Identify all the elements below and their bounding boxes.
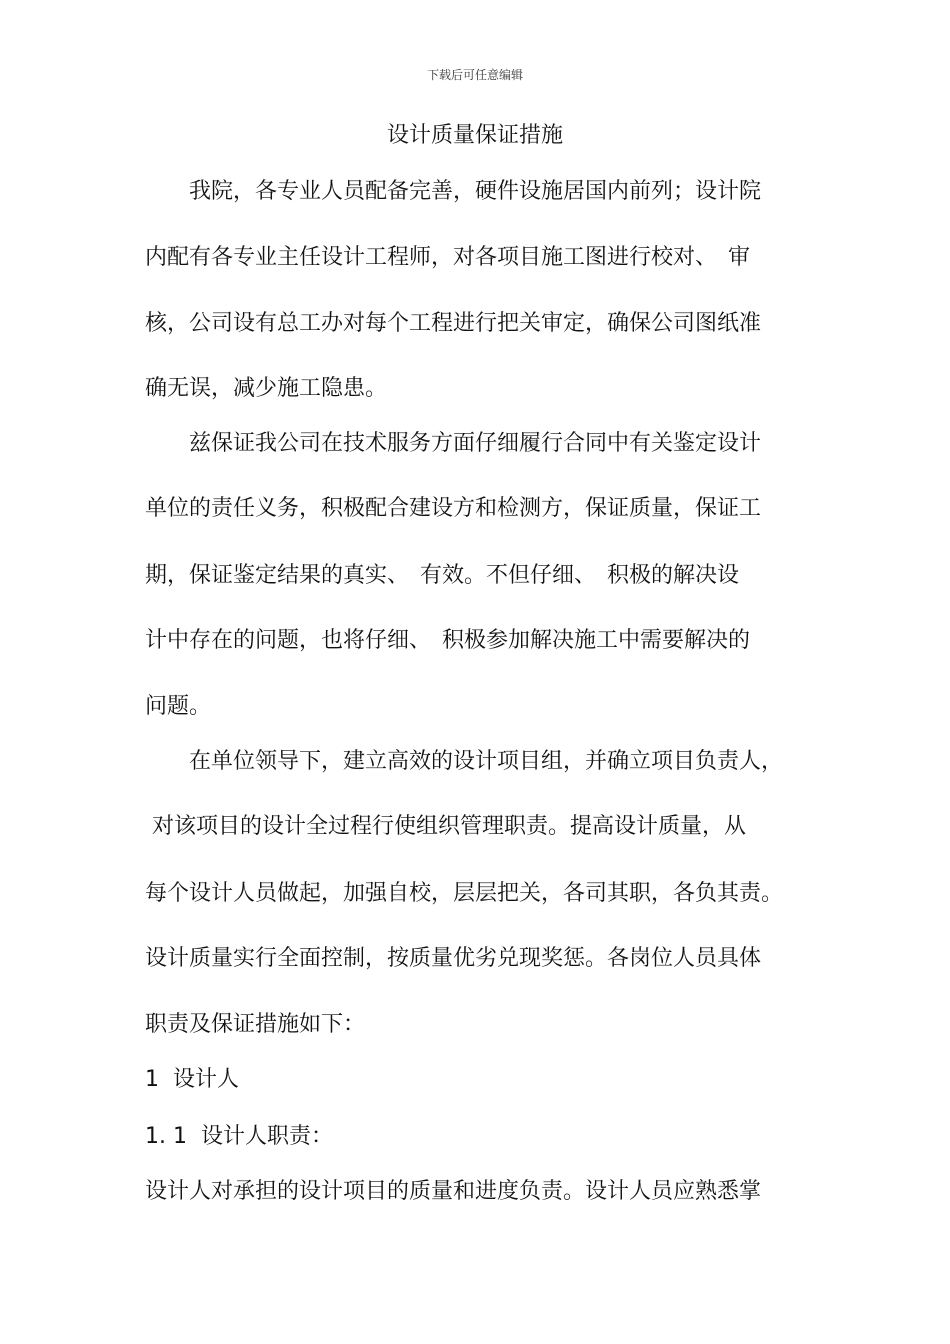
paragraph-line: 核，公司设有总工办对每个工程进行把关审定，确保公司图纸准 [145, 311, 762, 336]
paragraph-line: 在单位领导下，建立高效的设计项目组，并确立项目负责人， [145, 749, 784, 774]
paragraph-line: 内配有各专业主任设计工程师，对各项目施工图进行校对、 审 [145, 245, 751, 270]
paragraph-line: 对该项目的设计全过程行使组织管理职责。提高设计质量，从 [145, 814, 746, 839]
paragraph-line: 问题。 [145, 694, 212, 719]
paragraph-line: 期，保证鉴定结果的真实、 有效。不但仔细、 积极的解决设 [145, 563, 740, 588]
paragraph-line: 单位的责任义务，积极配合建设方和检测方，保证质量，保证工 [145, 496, 762, 521]
section-heading: 1 设计人 [145, 1067, 239, 1092]
paragraph-line: 确无误，减少施工隐患。 [145, 376, 388, 401]
document-title: 设计质量保证措施 [386, 123, 563, 148]
paragraph-line: 设计质量实行全面控制，按质量优劣兑现奖惩。各岗位人员具体 [145, 946, 762, 971]
paragraph-line: 我院，各专业人员配备完善，硬件设施居国内前列；设计院 [145, 179, 762, 204]
paragraph-line: 设计人对承担的设计项目的质量和进度负责。设计人员应熟悉掌 [145, 1179, 762, 1204]
paragraph-line: 兹保证我公司在技术服务方面仔细履行合同中有关鉴定设计 [145, 431, 762, 456]
paragraph-line: 职责及保证措施如下： [145, 1012, 366, 1037]
paragraph-line: 每个设计人员做起，加强自校，层层把关，各司其职，各负其责。 [145, 881, 784, 906]
subsection-heading: 1. 1 设计人职责： [145, 1124, 333, 1149]
paragraph-line: 计中存在的问题，也将仔细、 积极参加解决施工中需要解决的 [145, 628, 751, 653]
header-note: 下载后可任意编辑 [426, 68, 523, 82]
